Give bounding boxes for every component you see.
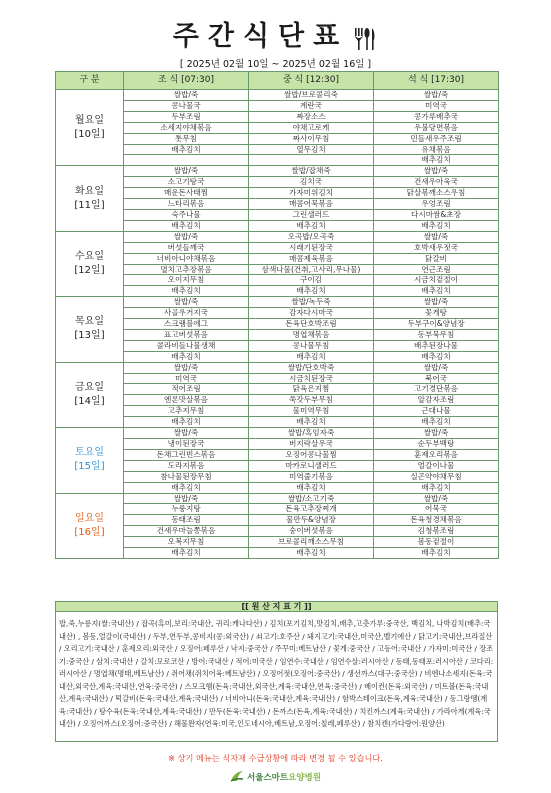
- dinner-item: 배추김치: [374, 548, 499, 559]
- dinner-item: 북어국: [374, 373, 499, 384]
- lunch-item: 물미역무침: [249, 406, 374, 417]
- lunch-item: 쌀밥/단호박죽: [249, 362, 374, 373]
- lunch-item: [249, 155, 374, 166]
- dinner-item: 우불당면볶음: [374, 122, 499, 133]
- breakfast-item: 건새우마늘쫑볶음: [124, 526, 249, 537]
- dinner-item: 어묵국: [374, 504, 499, 515]
- day-date: [16일]: [74, 526, 105, 538]
- dinner-item: 고기경단볶음: [374, 384, 499, 395]
- breakfast-item: 적어조림: [124, 384, 249, 395]
- lunch-item: 삼색나물(건취,고사리,무나물): [249, 264, 374, 275]
- dinner-item: 쌀밥/죽: [374, 428, 499, 439]
- dinner-item: 김청볶조림: [374, 526, 499, 537]
- lunch-item: 야채고로케: [249, 122, 374, 133]
- breakfast-item: 돈채그린빈스볶음: [124, 449, 249, 460]
- breakfast-item: 소고기탕국: [124, 177, 249, 188]
- fork-spoon-knife-icon: [352, 26, 378, 56]
- lunch-item: 배추김치: [249, 417, 374, 428]
- lunch-item: 배추김치: [249, 482, 374, 493]
- day-date: [13일]: [74, 330, 105, 342]
- dinner-item: 쌀밥/죽: [374, 362, 499, 373]
- dinner-item: 시금치겉절이: [374, 275, 499, 286]
- breakfast-item: 너비아니야채볶음: [124, 253, 249, 264]
- day-cell: [56, 166, 124, 231]
- lunch-item: 감자다시마국: [249, 308, 374, 319]
- breakfast-item: 배추김치: [124, 482, 249, 493]
- breakfast-item: 도라지볶음: [124, 460, 249, 471]
- breakfast-item: 소세지야채볶음: [124, 122, 249, 133]
- lunch-item: 쌀밥/브로콜리죽: [249, 90, 374, 101]
- lunch-item: 열무김치: [249, 144, 374, 155]
- lunch-item: 오곡밥/오곡죽: [249, 231, 374, 242]
- dinner-item: 배추김치: [374, 482, 499, 493]
- dinner-item: 순두부백탕: [374, 439, 499, 450]
- dinner-item: 알감자조림: [374, 395, 499, 406]
- menu-table: [55, 71, 499, 559]
- dinner-item: 배추김치: [374, 220, 499, 231]
- lunch-item: 계란국: [249, 100, 374, 111]
- title-area: [0, 14, 551, 56]
- breakfast-item: 엔론맛살볶음: [124, 395, 249, 406]
- breakfast-item: 고추지무침: [124, 406, 249, 417]
- breakfast-item: 두부조림: [124, 111, 249, 122]
- breakfast-item: 미역국: [124, 373, 249, 384]
- dinner-item: 호박새우젓국: [374, 242, 499, 253]
- breakfast-item: 오이지무침: [124, 275, 249, 286]
- dinner-item: 쌀밥/죽: [374, 166, 499, 177]
- day-cell: [56, 362, 124, 427]
- breakfast-item: 배추김치: [124, 351, 249, 362]
- dinner-item: 민들새우주조림: [374, 133, 499, 144]
- day-date: [11일]: [74, 199, 105, 211]
- day-cell: [56, 297, 124, 362]
- breakfast-item: 누룽지탕: [124, 504, 249, 515]
- hospital-logo-icon: [230, 770, 244, 785]
- breakfast-item: 매운돈사태찜: [124, 188, 249, 199]
- lunch-item: 매콤제육볶음: [249, 253, 374, 264]
- header-category: 구 분: [56, 72, 124, 90]
- day-name: 수요일: [75, 251, 104, 262]
- header-breakfast: 조 식 [07:30]: [124, 72, 249, 90]
- table-row: [56, 493, 499, 504]
- dinner-item: 배추김치: [374, 286, 499, 297]
- breakfast-item: 숙주나물: [124, 209, 249, 220]
- breakfast-item: 느타리볶음: [124, 199, 249, 210]
- table-row: [56, 297, 499, 308]
- lunch-item: 배추김치: [249, 286, 374, 297]
- lunch-item: 매콤어묵볶음: [249, 199, 374, 210]
- breakfast-item: 오복지무침: [124, 537, 249, 548]
- header-lunch: 중 식 [12:30]: [249, 72, 374, 90]
- breakfast-item: 배추김치: [124, 220, 249, 231]
- dinner-item: 쌀밥/죽: [374, 493, 499, 504]
- day-date: [14일]: [74, 395, 105, 407]
- dinner-item: 쌀밥/죽: [374, 231, 499, 242]
- breakfast-item: 사골우거지국: [124, 308, 249, 319]
- breakfast-item: [124, 155, 249, 166]
- day-cell: [56, 428, 124, 493]
- lunch-item: 닭육은지찜: [249, 384, 374, 395]
- breakfast-item: 쌀밥/죽: [124, 90, 249, 101]
- lunch-item: 브로콜리깨소스무침: [249, 537, 374, 548]
- dinner-item: 다시마쌈&초장: [374, 209, 499, 220]
- breakfast-item: 쌀밥/죽: [124, 493, 249, 504]
- day-name: 화요일: [75, 185, 104, 197]
- lunch-item: 쌀밥/잡채죽: [249, 166, 374, 177]
- dinner-item: 유채볶음: [374, 144, 499, 155]
- table-row: [56, 231, 499, 242]
- origin-text: 밥,죽,누룽지(쌀:국내산) / 잡곡(흑미,보리:국내산, 귀리:캐나다산) / 김치(포기김치,맛김치,배추,고춧가루:중국산, 백김치, 나박김치(배추:국내산) , 봄동,얼갈이(국내산) / 두부,연두부,콩비지(콩:외국산) / 쇠고기:호주산 / 돼지고기:국내산,미국산,벨기에산 / 닭고기:국내산,브라질산 / 오리고기:국내산 / 훈제오리:외국산 / 오징어:페루산 / 낙지:중국산 / 주꾸미:베트남산 / 꽃게:중국산 / 고등어:국내산 / 가자미:미국산 / 장조기:중국산 / 삼치:국내산 / 갈치:모로코산 / 방어:국내산 / 적어:미국산 / 임연수:국내산 / 임연수살:러시아산 / 동태,동태포:러시아산 / 코다리:러시아산 / 명엽채(명태,베트남산) / 쥐어채(쥐치어육:베트남산) / 오징어젓(오징어:중국산) / 생선까스(대구:중국산) / 비엔나소세지(돈육:국내산,외국산,계육:국내산,연육:중국산) / 스모크햄(돈육:국내산,외국산,계육:국내산,연육:중국산) / 베이컨(돈육:외국산) / 미트볼(돈육:국내산,계육:국내산) / 떡갈비(돈육:국내산,계육:국내산) / 너비아니(돈육:국내산,계육:국내산) / 함박스테이크(돈육,계육:국내산) / 동그랑땡(계육:국내산) / 탕수육(돈육:국내산,계육:국내산) / 만두(돈육:국내산) / 돈까스(돈육,계육:국내산) / 치킨까스(계육:국내산) / 가라아게(계육:국내산) / 오징어까스(오징어:중국산) / 해물완자(연육:미국,인도네시아,베트남,오징어:칠레,페루산) / 참치캔(가다랑어:원양산): [55, 612, 498, 742]
- dinner-item: 닭갈비: [374, 253, 499, 264]
- lunch-item: 배추김치: [249, 351, 374, 362]
- lunch-item: 숭이버섯볶음: [249, 526, 374, 537]
- dinner-item: 봄동겉절이: [374, 537, 499, 548]
- breakfast-item: 버섯들깨국: [124, 242, 249, 253]
- lunch-item: 오징어콩나물찜: [249, 449, 374, 460]
- breakfast-item: 표고버섯볶음: [124, 329, 249, 340]
- breakfast-item: 배추김치: [124, 286, 249, 297]
- table-row: [56, 362, 499, 373]
- breakfast-item: 배추김치: [124, 548, 249, 559]
- lunch-item: 쌀밥/녹두죽: [249, 297, 374, 308]
- day-name: 월요일: [75, 114, 104, 126]
- dinner-item: 연근조림: [374, 264, 499, 275]
- breakfast-item: 쌀밥/죽: [124, 166, 249, 177]
- breakfast-item: 배추김치: [124, 417, 249, 428]
- dinner-item: 쌀밥/죽: [374, 297, 499, 308]
- lunch-item: 배추김치: [249, 220, 374, 231]
- lunch-item: 짜장소스: [249, 111, 374, 122]
- day-date: [12일]: [74, 265, 105, 276]
- dinner-item: 닭살볶깨소스우침: [374, 188, 499, 199]
- breakfast-item: 쌀밥/죽: [124, 297, 249, 308]
- origin-title: [[ 원 산 지 표 기 ]]: [55, 601, 498, 612]
- breakfast-item: 배추김치: [124, 144, 249, 155]
- dinner-item: 쌀밥/죽: [374, 90, 499, 101]
- breakfast-item: 참나물된장무침: [124, 471, 249, 482]
- dinner-item: 꽃게탕: [374, 308, 499, 319]
- breakfast-item: 냉이된장국: [124, 439, 249, 450]
- menu-body: [56, 90, 499, 559]
- brand-name-a: 서울스마트: [247, 773, 289, 783]
- day-name: 토요일: [75, 447, 104, 459]
- table-header-row: [56, 72, 499, 90]
- table-row: [56, 166, 499, 177]
- lunch-item: 구이김: [249, 275, 374, 286]
- lunch-item: 버지락살우국: [249, 439, 374, 450]
- lunch-item: 돈육단호박조림: [249, 319, 374, 330]
- breakfast-item: 쌀밥/죽: [124, 231, 249, 242]
- lunch-item: 짜사이무침: [249, 133, 374, 144]
- day-cell: [56, 493, 124, 558]
- breakfast-item: 스크램블에그: [124, 319, 249, 330]
- lunch-item: 돈육고추장찌개: [249, 504, 374, 515]
- dinner-item: 배추김치: [374, 155, 499, 166]
- lunch-item: 물만두&양념장: [249, 515, 374, 526]
- table-row: [56, 90, 499, 101]
- dinner-item: 배추된장나물: [374, 340, 499, 351]
- lunch-item: 쑥갓두부무침: [249, 395, 374, 406]
- breakfast-item: 쌀밥/죽: [124, 428, 249, 439]
- breakfast-item: 톳무침: [124, 133, 249, 144]
- dinner-item: 훈제오리볶음: [374, 449, 499, 460]
- page-title: 주간식단표: [172, 21, 349, 52]
- lunch-item: 시금치된장국: [249, 373, 374, 384]
- footer-logo: [0, 770, 551, 785]
- dinner-item: 실곤약야채무침: [374, 471, 499, 482]
- day-cell: [56, 90, 124, 166]
- dinner-item: 건새우아욱국: [374, 177, 499, 188]
- lunch-item: 김치국: [249, 177, 374, 188]
- lunch-item: 그린샐러드: [249, 209, 374, 220]
- breakfast-item: 멸치고추장볶음: [124, 264, 249, 275]
- table-row: [56, 428, 499, 439]
- date-range: [ 2025년 02월 10일 ~ 2025년 02월 16일 ]: [179, 59, 372, 70]
- brand-name-b: 요양병원: [288, 773, 321, 783]
- day-name: 목요일: [75, 316, 104, 328]
- header-dinner: 석 식 [17:30]: [374, 72, 499, 90]
- day-name: 일요일: [75, 512, 104, 524]
- day-name: 금요일: [75, 381, 104, 393]
- dinner-item: 동부묵무침: [374, 329, 499, 340]
- lunch-item: 콩나물무침: [249, 340, 374, 351]
- day-date: [10일]: [74, 128, 105, 140]
- lunch-item: 마카로니샐러드: [249, 460, 374, 471]
- lunch-item: 명엽채볶음: [249, 329, 374, 340]
- lunch-item: 미역줄기볶음: [249, 471, 374, 482]
- dinner-item: 얼갈이나물: [374, 460, 499, 471]
- dinner-item: 콩가루배추국: [374, 111, 499, 122]
- dinner-item: 우엉조림: [374, 199, 499, 210]
- breakfast-item: 쌀밥/죽: [124, 362, 249, 373]
- lunch-item: 시래기된장국: [249, 242, 374, 253]
- dinner-item: 미역국: [374, 100, 499, 111]
- lunch-item: 쌀밥/흑임자죽: [249, 428, 374, 439]
- notice-text: ※ 상기 메뉴는 식자재 수급상황에 따라 변경 될 수 있습니다.: [168, 753, 383, 763]
- day-cell: [56, 231, 124, 296]
- dinner-item: 배추김치: [374, 351, 499, 362]
- dinner-item: 돈육청경채볶음: [374, 515, 499, 526]
- lunch-item: 가자미위김치: [249, 188, 374, 199]
- breakfast-item: 콜라비들나물생채: [124, 340, 249, 351]
- lunch-item: 쌀밥/소고기죽: [249, 493, 374, 504]
- dinner-item: 두부구이&양념장: [374, 319, 499, 330]
- dinner-item: 근대나물: [374, 406, 499, 417]
- breakfast-item: 동태조림: [124, 515, 249, 526]
- breakfast-item: 콩나물국: [124, 100, 249, 111]
- dinner-item: 배추김치: [374, 417, 499, 428]
- lunch-item: 배추김치: [249, 548, 374, 559]
- day-date: [15일]: [74, 461, 105, 473]
